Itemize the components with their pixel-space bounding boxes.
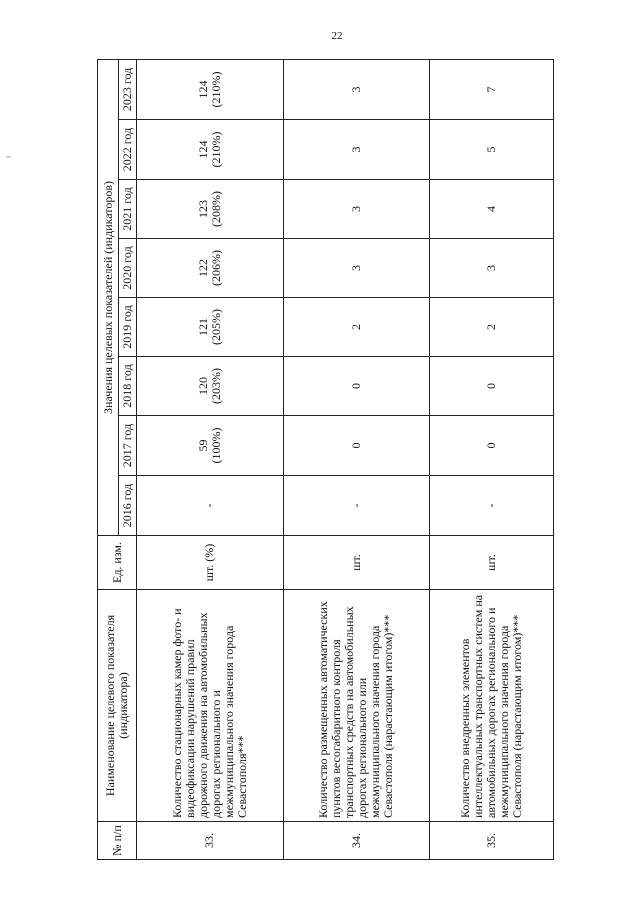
value-cell: [283, 239, 430, 298]
value-cell: [137, 59, 284, 119]
value-main: 3: [348, 146, 363, 153]
value-main: 3: [484, 265, 499, 271]
header-values-group: Значения целевых показателей (индикаторов): [98, 59, 119, 535]
value-percent: (206%): [208, 250, 223, 286]
value-main: 120: [195, 377, 210, 395]
row-number: 34.: [283, 822, 430, 860]
header-row-group: [98, 59, 119, 859]
value-cell: [137, 357, 284, 416]
value-main: 121: [195, 318, 210, 336]
value-cell: [430, 239, 554, 298]
value-cell: [283, 59, 430, 119]
value-main: -: [202, 503, 217, 508]
value-cell: [283, 357, 430, 416]
header-year: 2018 год: [119, 357, 137, 416]
value-percent: (100%): [208, 427, 223, 464]
value-main: 123: [195, 200, 210, 218]
header-unit: Ед. изм.: [98, 536, 137, 590]
value-percent: (203%): [208, 368, 223, 404]
table-row: [137, 59, 284, 859]
header-year: 2019 год: [119, 298, 137, 357]
table-row: [283, 59, 430, 859]
value-main: 0: [348, 383, 363, 389]
page-number: 22: [331, 30, 343, 42]
value-cell: [430, 416, 554, 476]
value-cell: [283, 298, 430, 357]
scan-artifact: ~: [6, 152, 11, 162]
indicators-table: [97, 59, 554, 860]
header-name: Наименование целевого показателя (индикатора): [98, 590, 137, 822]
indicator-name: Количество внедренных элементов интеллектуальных транспортных систем на автомобильных дорогах регионального и межмуниципального значения города Севастополя (нарастающим итогом)***: [430, 590, 554, 822]
indicator-name: Количество стационарных камер фото- и видеофиксации нарушений правил дорожного движения на автомобильных дорогах регионального и межмуниципального значения города Севастополя***: [137, 590, 284, 822]
value-main: 0: [484, 442, 499, 449]
unit-cell: шт.: [430, 536, 554, 590]
value-main: 3: [348, 265, 363, 271]
value-main: 2: [484, 324, 499, 330]
value-cell: [430, 357, 554, 416]
value-cell: [430, 120, 554, 180]
value-cell: [283, 120, 430, 180]
value-main: 122: [195, 259, 210, 277]
value-cell: [137, 476, 284, 536]
value-main: -: [484, 503, 499, 508]
value-cell: [137, 120, 284, 180]
value-cell: [283, 180, 430, 239]
value-cell: [137, 239, 284, 298]
header-year: 2023 год: [119, 59, 137, 119]
value-cell: [283, 476, 430, 536]
value-percent: (210%): [208, 131, 223, 168]
header-year: 2021 год: [119, 180, 137, 239]
value-cell: [283, 416, 430, 476]
value-main: 5: [484, 146, 499, 153]
value-main: 59: [195, 439, 210, 452]
value-main: 3: [348, 206, 363, 212]
row-number: 33.: [137, 822, 284, 860]
unit-cell: шт.: [283, 536, 430, 590]
unit-cell: шт. (%): [137, 536, 284, 590]
header-year: 2020 год: [119, 239, 137, 298]
value-percent: (210%): [208, 71, 223, 108]
table-row: [430, 59, 554, 859]
value-main: 4: [484, 206, 499, 212]
value-main: 3: [348, 86, 363, 93]
value-cell: [430, 180, 554, 239]
value-main: 0: [348, 442, 363, 449]
indicator-name: Количество размещенных автоматических пунктов весогабаритного контроля транспортных средств на автомобильных дорогах регионального или межмуниципального значения города Севастополя (нарастающим итогом)***: [283, 590, 430, 822]
header-year: 2022 год: [119, 120, 137, 180]
value-cell: [137, 180, 284, 239]
value-main: 124: [195, 140, 210, 159]
value-cell: [430, 298, 554, 357]
value-main: -: [348, 503, 363, 508]
value-cell: [137, 298, 284, 357]
value-cell: [430, 59, 554, 119]
value-cell: [137, 416, 284, 476]
header-year: 2016 год: [119, 476, 137, 536]
value-percent: (208%): [208, 191, 223, 227]
row-number: 35.: [430, 822, 554, 860]
value-percent: (205%): [208, 309, 223, 345]
value-main: 124: [195, 80, 210, 99]
value-cell: [430, 476, 554, 536]
value-main: 0: [484, 383, 499, 389]
rotated-table-wrapper: [97, 60, 554, 860]
value-main: 2: [348, 324, 363, 330]
header-num: № п/п: [98, 822, 137, 860]
header-year: 2017 год: [119, 416, 137, 476]
value-main: 7: [484, 86, 499, 93]
